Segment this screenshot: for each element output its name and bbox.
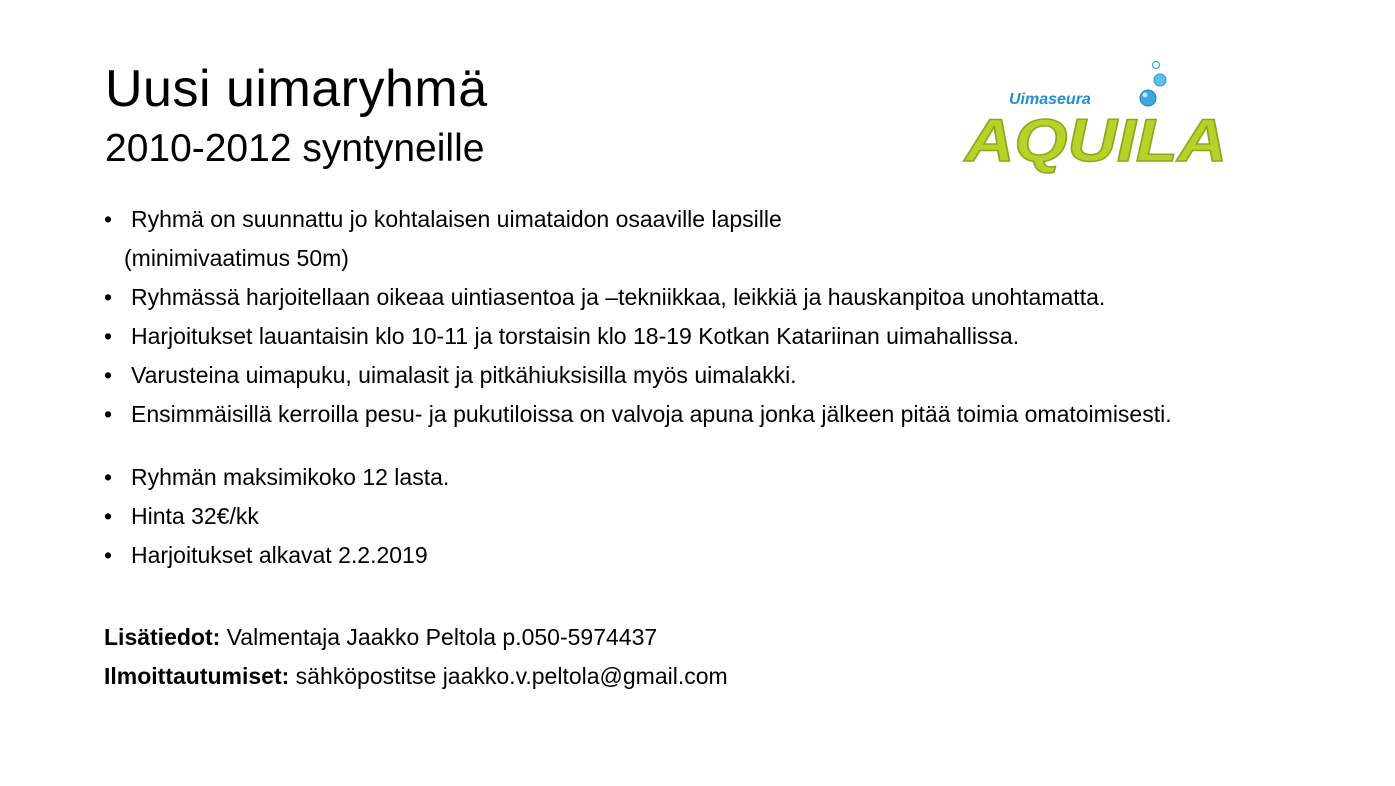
signup-label: Ilmoittautumiset: — [104, 663, 290, 689]
aquila-logo — [955, 55, 1240, 185]
list-item-text: Ryhmässä harjoitellaan oikeaa uintiasentoa ja –tekniikkaa, leikkiä ja hauskanpitoa unohtamatta. — [131, 284, 1106, 310]
bullet-marker: • — [104, 323, 113, 349]
list-item — [104, 285, 1304, 324]
list-item — [104, 363, 1304, 402]
signup-info — [104, 662, 728, 690]
list-item-text: Ensimmäisillä kerroilla pesu- ja pukutiloissa on valvoja apuna jonka jälkeen pitää toimia omatoimisesti. — [131, 401, 1172, 427]
list-item-text: Harjoitukset lauantaisin klo 10-11 ja torstaisin klo 18-19 Kotkan Katariinan uimahallissa. — [131, 323, 1020, 349]
slide-title: Uusi uimaryhmä — [105, 60, 488, 118]
bullet-marker: • — [104, 206, 113, 232]
bullet-list — [104, 207, 1304, 582]
list-item-continuation — [104, 246, 1304, 285]
bullet-marker: • — [104, 284, 113, 310]
list-item-text: Hinta 32€/kk — [131, 503, 259, 529]
contact-info — [104, 623, 657, 651]
logo-tagline: Uimaseura — [1009, 91, 1091, 108]
bullet-marker: • — [104, 362, 113, 388]
list-item — [104, 207, 1304, 246]
logo-name: AQUILA — [962, 107, 1227, 174]
bubble-icon — [1154, 74, 1166, 86]
list-item — [104, 402, 1191, 465]
bubble-icon — [1140, 90, 1156, 106]
list-item-text: Varusteina uimapuku, uimalasit ja pitkähiuksisilla myös uimalakki. — [131, 362, 797, 388]
list-item-text: Ryhmä on suunnattu jo kohtalaisen uimataidon osaaville lapsille — [131, 206, 782, 232]
bullet-marker: • — [104, 503, 113, 529]
list-item — [104, 324, 1304, 363]
list-item — [104, 465, 1304, 504]
slide-subtitle: 2010-2012 syntyneille — [105, 127, 485, 170]
contact-info-value: Valmentaja Jaakko Peltola p.050-5974437 — [220, 624, 658, 650]
list-item — [104, 543, 1304, 582]
bullet-marker: • — [104, 542, 113, 568]
list-item-text: (minimivaatimus 50m) — [124, 245, 349, 271]
bullet-marker: • — [104, 401, 113, 427]
contact-info-label: Lisätiedot: — [104, 624, 221, 650]
list-item-text: Harjoitukset alkavat 2.2.2019 — [131, 542, 428, 568]
list-item-text: Ryhmän maksimikoko 12 lasta. — [131, 464, 450, 490]
bullet-marker: • — [104, 464, 113, 490]
list-item — [104, 504, 1304, 543]
bubble-icon — [1153, 62, 1160, 69]
signup-value: sähköpostitse jaakko.v.peltola@gmail.com — [289, 663, 728, 689]
